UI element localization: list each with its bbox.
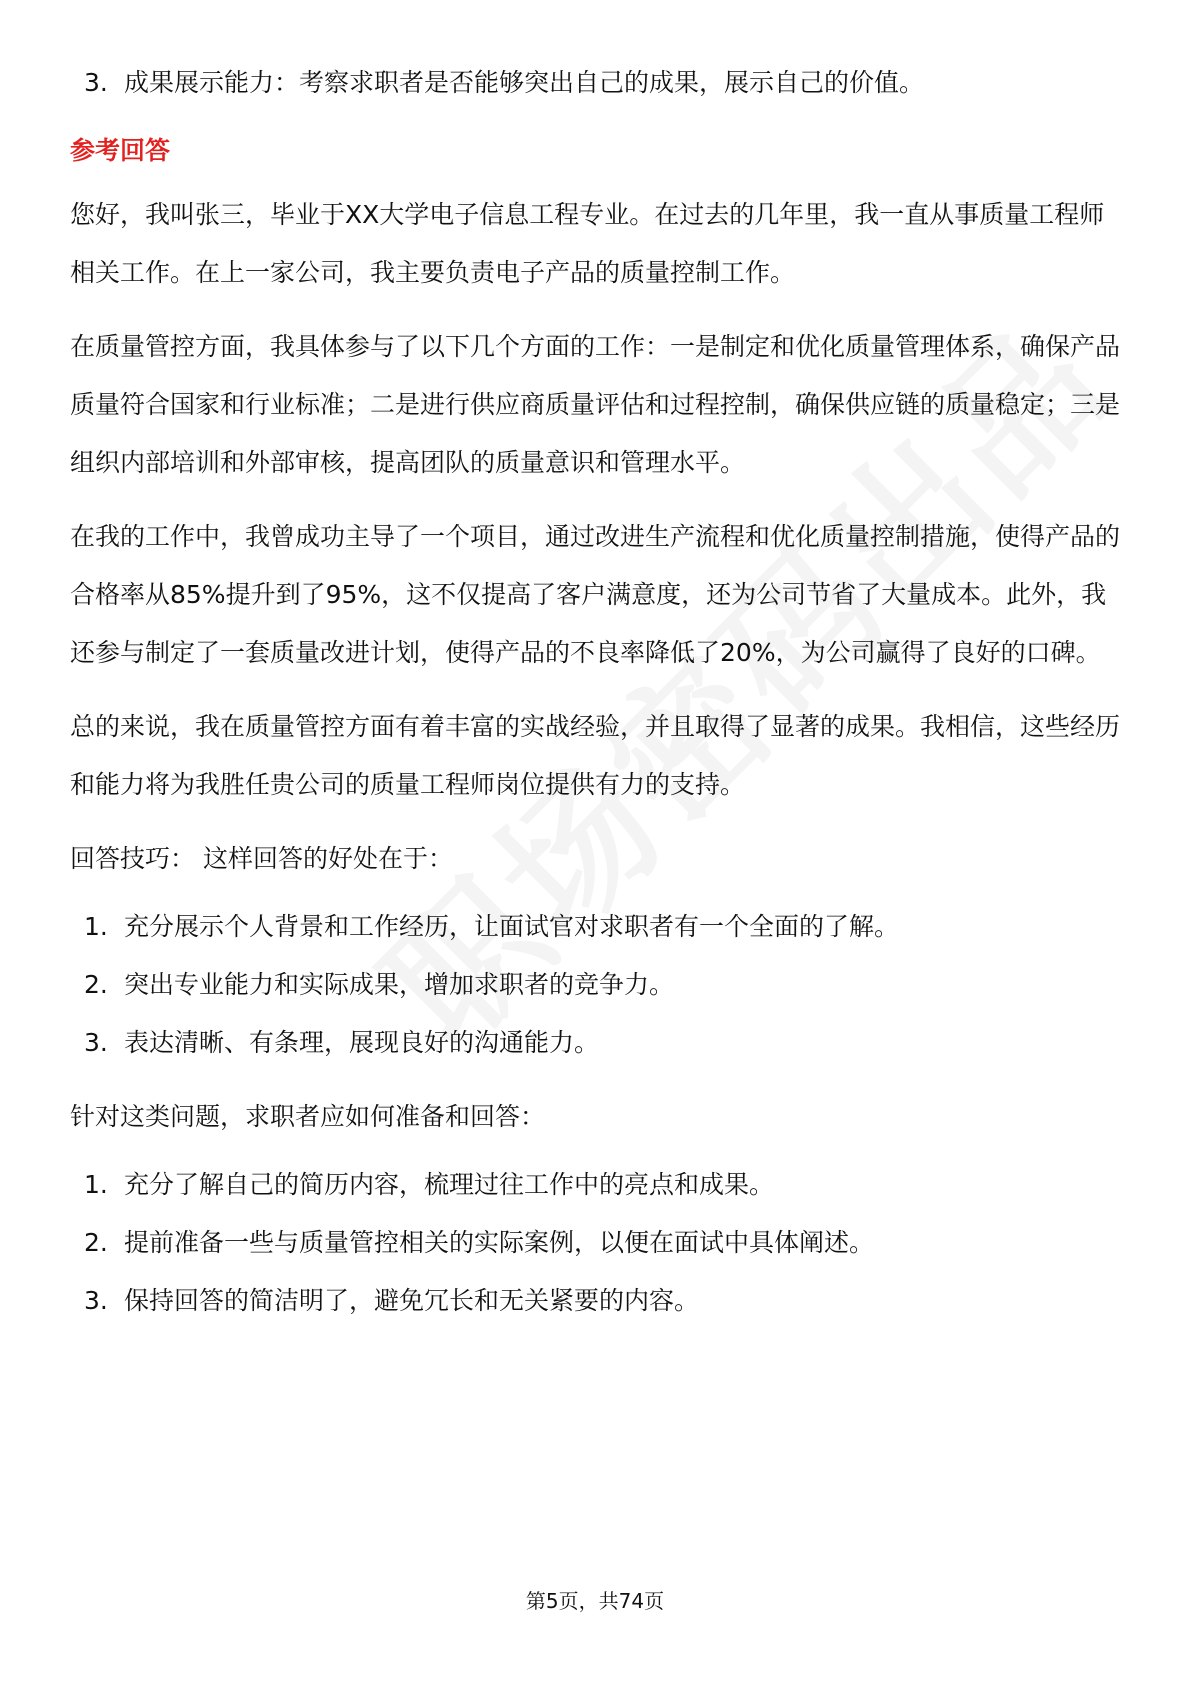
list-item [70, 898, 1120, 956]
list-number: 3. [84, 1286, 108, 1315]
list-number: 2. [84, 1228, 108, 1257]
paragraph-quality-work: 在质量管控方面，我具体参与了以下几个方面的工作：一是制定和优化质量管理体系，确保产品质量符合国家和行业标准；二是进行供应商质量评估和过程控制，确保供应链的质量稳定；三是组织内部培训和外部审核，提高团队的质量意识和管理水平。 [70, 332, 1121, 477]
page-number: 第5页，共74页 [525, 1589, 665, 1613]
list-text: 表达清晰、有条理，展现良好的沟通能力。 [124, 1028, 600, 1057]
list-item [70, 54, 1120, 112]
list-text: 突出专业能力和实际成果，增加求职者的竞争力。 [124, 970, 675, 999]
list-text: 保持回答的简洁明了，避免冗长和无关紧要的内容。 [124, 1286, 700, 1315]
list-number: 2. [84, 970, 108, 999]
list-item [70, 1214, 1120, 1272]
list-number: 3. [84, 68, 108, 97]
paragraph-summary: 总的来说，我在质量管控方面有着丰富的实战经验，并且取得了显著的成果。我相信，这些经历和能力将为我胜任贵公司的质量工程师岗位提供有力的支持。 [70, 712, 1121, 799]
section-heading: 参考回答 [70, 136, 171, 165]
list-item [70, 956, 1120, 1014]
list-item [70, 1156, 1120, 1214]
list-item [70, 1272, 1120, 1330]
list-item [70, 1014, 1120, 1072]
list-number: 3. [84, 1028, 108, 1057]
list-number: 1. [84, 1170, 108, 1199]
page-content [70, 54, 1120, 1330]
list-text: 充分了解自己的简历内容，梳理过往工作中的亮点和成果。 [124, 1170, 775, 1199]
list-text: 成果展示能力：考察求职者是否能够突出自己的成果，展示自己的价值。 [124, 68, 925, 97]
list-text: 提前准备一些与质量管控相关的实际案例，以便在面试中具体阐述。 [124, 1228, 875, 1257]
list-number: 1. [84, 912, 108, 941]
paragraph-achievements: 在我的工作中，我曾成功主导了一个项目，通过改进生产流程和优化质量控制措施，使得产品的合格率从85%提升到了95%，这不仅提高了客户满意度，还为公司节省了大量成本。此外，我还参与制定了一套质量改进计划，使得产品的不良率降低了20%，为公司赢得了良好的口碑。 [70, 522, 1121, 667]
tips-title: 回答技巧： 这样回答的好处在于： [70, 844, 453, 873]
paragraph-intro: 您好，我叫张三，毕业于XX大学电子信息工程专业。在过去的几年里，我一直从事质量工程师相关工作。在上一家公司，我主要负责电子产品的质量控制工作。 [70, 200, 1105, 287]
prep-title: 针对这类问题，求职者应如何准备和回答： [70, 1102, 546, 1131]
list-text: 充分展示个人背景和工作经历，让面试官对求职者有一个全面的了解。 [124, 912, 900, 941]
